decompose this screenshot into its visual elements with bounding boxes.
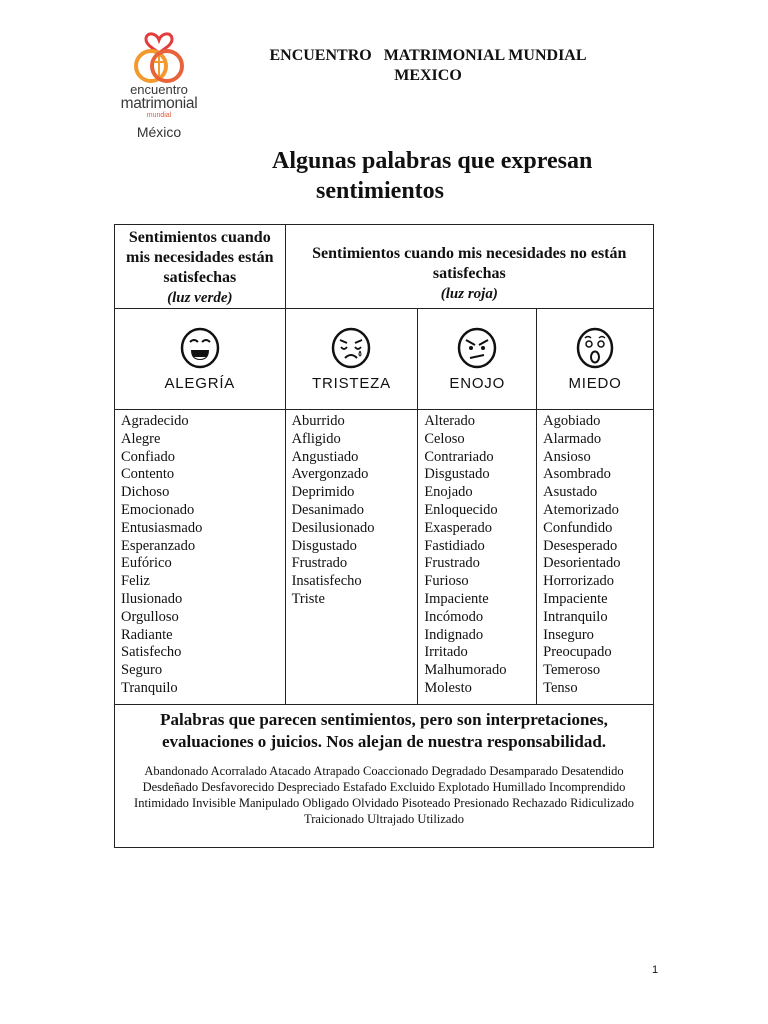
feeling-word: Seguro [121,662,163,679]
scared-face-icon [574,327,616,369]
feeling-word: Tenso [543,679,578,696]
logo-line4: México [136,124,182,140]
feeling-word: Incómodo [424,608,484,625]
interpretations-cell [115,704,654,847]
feeling-word: Triste [291,590,325,607]
interpretations-title: Palabras que parecen sentimientos, pero son interpretaciones, evaluaciones o juicios. Nos alejan de nuestra responsabilidad. [160,709,608,751]
title-line2: sentimientos [316,178,444,204]
feeling-word: Ilusionado [121,590,183,607]
title-line1: Algunas palabras que expresan [272,148,593,174]
feeling-word: Molesto [424,679,472,696]
feeling-word: Alegre [121,430,161,447]
satisfied-header-text: Sentimientos cuando mis necesidades están satisfechas [126,229,274,286]
feeling-word: Contrariado [424,448,494,465]
organization-header [240,46,616,86]
interpretations-words: Abandonado Acorralado Atacado Atrapado Coaccionado Degradado Desamparado Desatendido Desdeñado Desfavorecido Despreciado Estafado Excluido Explotado Humillado Incomprendido Intimidado Invisible Manipulado Obligado Olvidado Pisoteado Presionado Rechazado Ridiculizado Traicionado Ultrajado Utilizado [134,763,634,826]
angry-face-icon [456,327,498,369]
feeling-word: Alterado [424,413,476,429]
face-cell-enojo [418,309,537,410]
feeling-word: Tranquilo [121,679,178,696]
logo [112,26,206,144]
satisfied-header [115,225,286,309]
feeling-word: Esperanzado [121,537,196,554]
feeling-word: Dichoso [121,484,170,501]
feeling-word: Intranquilo [543,608,608,625]
feeling-word: Deprimido [291,484,355,501]
happy-face-icon [179,327,221,369]
feeling-word: Horrorizado [543,573,615,590]
feeling-word: Ansioso [543,448,591,465]
feeling-word: Impaciente [543,590,608,607]
logo-emblem-icon [112,26,206,84]
logo-line1: encuentro [130,82,188,97]
feeling-word: Desanimado [291,501,365,518]
feeling-word: Afligido [291,430,341,447]
words-col-alegria [115,410,286,705]
page-number: 1 [652,964,659,976]
feeling-word: Contento [121,466,175,483]
face-cell-alegria [115,309,286,410]
face-label-miedo: MIEDO [568,375,622,392]
feeling-word: Indignado [424,626,484,643]
feeling-word: Malhumorado [424,662,507,679]
feeling-word: Celoso [424,430,465,447]
footer-row [115,704,654,847]
feeling-word: Confiado [121,448,175,465]
feeling-word: Frustrado [424,555,480,572]
feeling-word: Inseguro [543,626,594,643]
table-header-row [115,225,654,309]
feeling-word: Agobiado [543,413,601,429]
face-cell-miedo [537,309,654,410]
feeling-word: Angustiado [291,448,359,465]
feelings-table [114,224,654,848]
unsatisfied-header-sub: (luz roja) [440,286,498,302]
feeling-word: Atemorizado [543,501,619,518]
feeling-word: Insatisfecho [291,573,362,590]
feeling-word: Disgustado [424,466,490,483]
feeling-word: Enloquecido [424,501,498,518]
feeling-word: Impaciente [424,590,489,607]
feeling-word: Emocionado [121,501,195,518]
feeling-word: Preocupado [543,644,612,661]
face-label-alegria: ALEGRÍA [164,375,236,392]
feeling-word: Radiante [121,626,173,643]
org-line1: ENCUENTRO MATRIMONIAL MUNDIAL [269,47,587,64]
words-row [115,410,654,705]
feeling-word: Orgulloso [121,608,179,625]
logo-line2: matrimonial [120,95,198,112]
feeling-word: Satisfecho [121,644,182,661]
logo-line3: mundial [146,112,172,119]
feeling-word: Alarmado [543,430,602,447]
feeling-word: Confundido [543,519,613,536]
words-col-miedo [537,410,654,705]
words-col-tristeza [285,410,418,705]
face-cell-tristeza [285,309,418,410]
feeling-word: Frustrado [291,555,348,572]
faces-row [115,309,654,410]
feeling-word: Desorientado [543,555,621,572]
words-col-enojo [418,410,537,705]
feeling-word: Desesperado [543,537,618,554]
page-title [272,146,632,206]
feeling-word: Disgustado [291,537,357,554]
unsatisfied-header-text: Sentimientos cuando mis necesidades no están satisfechas [312,245,627,282]
feeling-word: Fastidiado [424,537,485,554]
face-label-enojo: ENOJO [449,375,506,392]
feeling-word: Furioso [424,573,469,590]
feeling-word: Desilusionado [291,519,375,536]
unsatisfied-header [285,225,653,309]
feeling-word: Temeroso [543,662,601,679]
satisfied-header-sub: (luz verde) [167,290,233,306]
feeling-word: Entusiasmado [121,519,203,536]
feeling-word: Agradecido [121,413,189,429]
feeling-word: Enojado [424,484,473,501]
sad-face-icon [330,327,372,369]
feeling-word: Exasperado [424,519,492,536]
feeling-word: Asustado [543,484,598,501]
feeling-word: Avergonzado [291,466,369,483]
feeling-word: Irritado [424,644,468,661]
feeling-word: Aburrido [291,413,345,429]
org-line2: MEXICO [394,67,462,84]
feeling-word: Eufórico [121,555,172,572]
feeling-word: Feliz [121,573,150,590]
face-label-tristeza: TRISTEZA [312,375,391,392]
feeling-word: Asombrado [543,466,611,483]
